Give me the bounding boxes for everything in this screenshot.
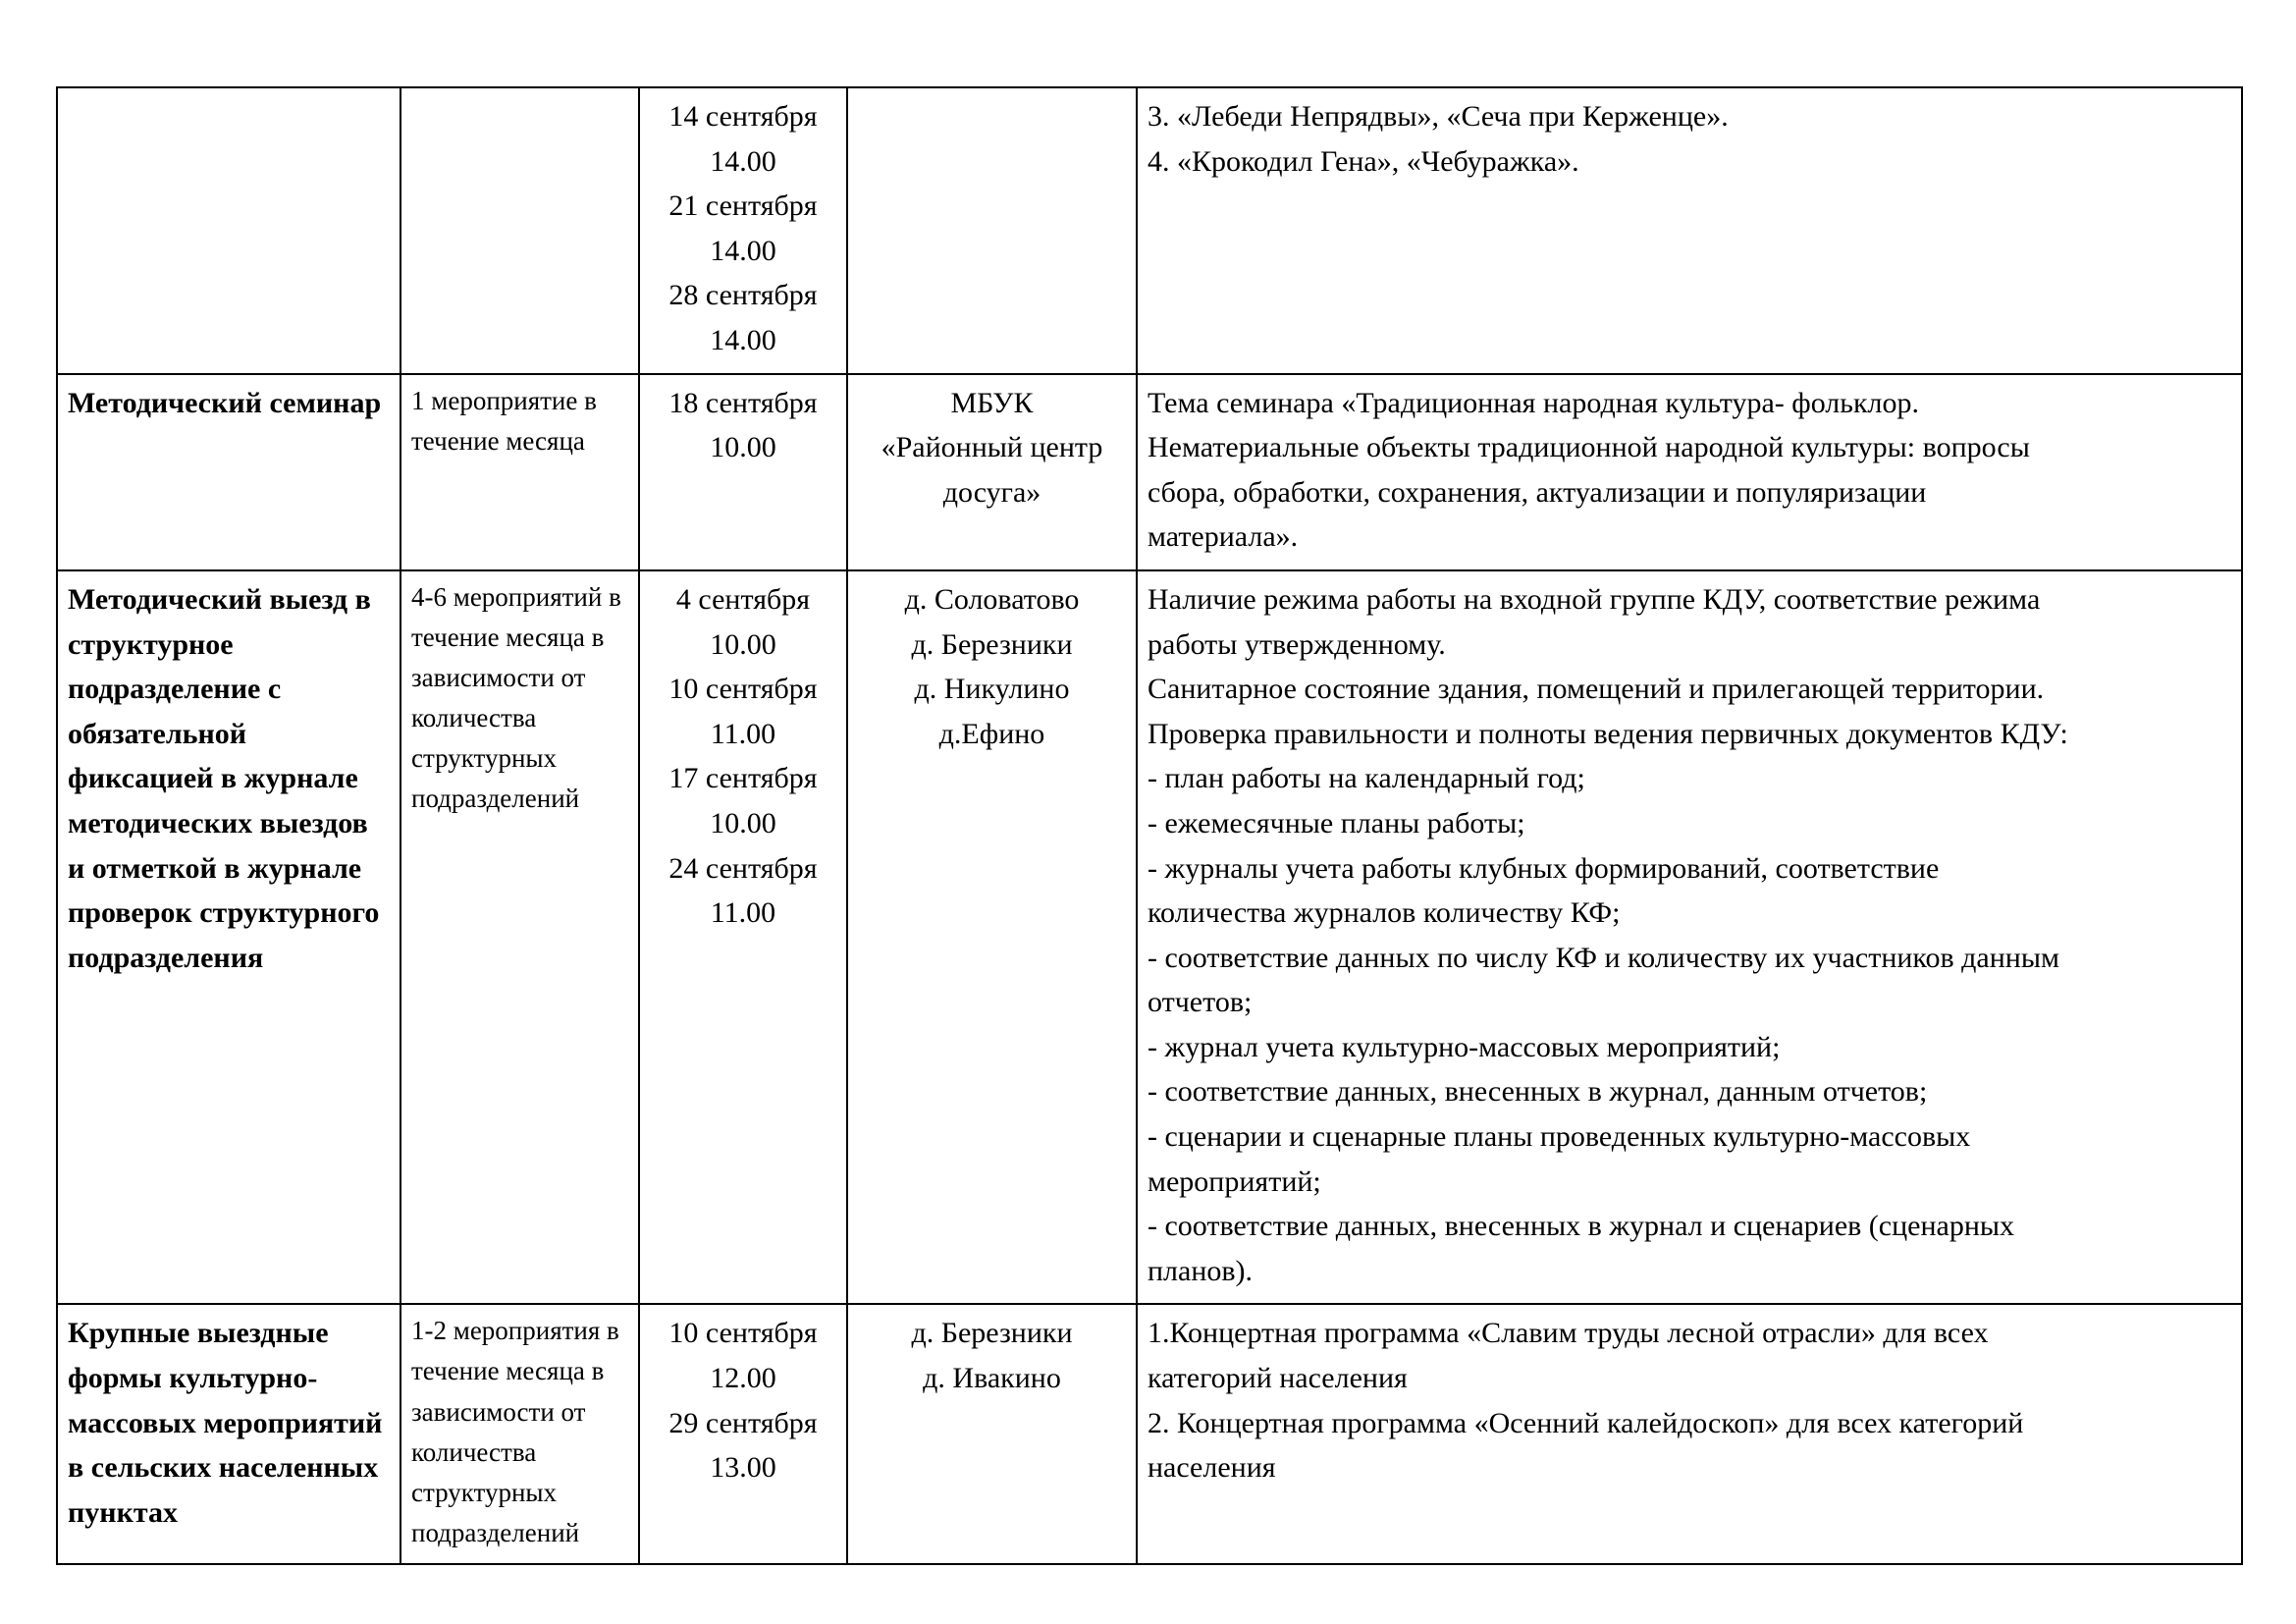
cell-place: [847, 87, 1137, 374]
cell-quantity: 1-2 мероприятия в течение месяца в зависимости от количества структурных подразделений: [400, 1304, 639, 1563]
table-row: [57, 87, 2242, 374]
cell-place-line: «Районный центр: [881, 431, 1103, 464]
cell-place-line: д. Никулино: [914, 673, 1070, 706]
cell-content-line: населения: [1148, 1451, 1276, 1485]
cell-date-line: 11.00: [710, 717, 776, 750]
cell-date-line: 17 сентября: [668, 762, 818, 795]
cell-content-line: Проверка правильности и полноты ведения первичных документов КДУ:: [1148, 717, 2068, 750]
cell-date-line: 24 сентября: [668, 851, 818, 885]
cell-date-line: 11.00: [710, 896, 776, 930]
cell-date-line: 18 сентября: [668, 386, 818, 419]
cell-date-line: 13.00: [710, 1451, 776, 1485]
cell-date-line: 12.00: [710, 1362, 776, 1395]
activity-plan-table: [56, 86, 2243, 1565]
cell-date: [639, 570, 847, 1305]
cell-date-line: 10.00: [710, 431, 776, 464]
cell-content-line: Тема семинара «Традиционная народная культура- фольклор.: [1148, 386, 1920, 419]
cell-content-line: - журналы учета работы клубных формирований, соответствие: [1148, 851, 1940, 885]
cell-date: [639, 87, 847, 374]
cell-date-line: 28 сентября: [668, 279, 818, 312]
cell-content: [1137, 374, 2242, 570]
cell-place: [847, 1304, 1137, 1563]
table-body: [57, 87, 2242, 1564]
cell-content-line: 4. «Крокодил Гена», «Чебуражка».: [1148, 144, 1579, 178]
cell-place-line: д. Березники: [911, 627, 1073, 661]
cell-content-line: сбора, обработки, сохранения, актуализации и популяризации: [1148, 475, 1927, 509]
cell-date-line: 29 сентября: [668, 1406, 818, 1439]
cell-place: [847, 570, 1137, 1305]
cell-place-line: д. Ивакино: [923, 1362, 1061, 1395]
cell-content-line: планов).: [1148, 1254, 1254, 1287]
cell-date-line: 10.00: [710, 806, 776, 839]
cell-activity: Методический семинар: [57, 374, 400, 570]
cell-date-line: 14.00: [710, 234, 776, 267]
cell-activity: Методический выезд в структурное подразделение с обязательной фиксацией в журнале методических выездов и отметкой в журнале проверок структурного подразделения: [57, 570, 400, 1305]
cell-place-line: МБУК: [950, 386, 1034, 419]
cell-place-line: д.Ефино: [938, 717, 1045, 750]
cell-content-line: 2. Концертная программа «Осенний калейдоскоп» для всех категорий: [1148, 1406, 2024, 1439]
cell-content-line: отчетов;: [1148, 986, 1253, 1019]
cell-content-line: - план работы на календарный год;: [1148, 762, 1585, 795]
cell-content-line: категорий населения: [1148, 1362, 1408, 1395]
cell-quantity: [400, 87, 639, 374]
cell-date: [639, 374, 847, 570]
cell-date-line: 4 сентября: [675, 582, 811, 616]
cell-content-line: - соответствие данных, внесенных в журнал и сценариев (сценарных: [1148, 1210, 2015, 1243]
cell-date-line: 10 сентября: [668, 673, 818, 706]
cell-content-line: - соответствие данных, внесенных в журнал, данным отчетов;: [1148, 1075, 1928, 1109]
cell-date-line: 14 сентября: [668, 100, 818, 133]
cell-content-line: мероприятий;: [1148, 1164, 1321, 1198]
table-row: [57, 1304, 2242, 1563]
cell-place-line: д. Соловатово: [904, 582, 1080, 616]
cell-quantity: 4-6 мероприятий в течение месяца в зависимости от количества структурных подразделений: [400, 570, 639, 1305]
cell-date-line: 14.00: [710, 144, 776, 178]
cell-content-line: 3. «Лебеди Непрядвы», «Сеча при Керженце».: [1148, 100, 1729, 133]
cell-content-line: Нематериальные объекты традиционной народной культуры: вопросы: [1148, 431, 2030, 464]
table-row: [57, 570, 2242, 1305]
cell-content-line: Санитарное состояние здания, помещений и прилегающей территории.: [1148, 673, 2045, 706]
cell-place: [847, 374, 1137, 570]
cell-place-line: досуга»: [942, 475, 1041, 509]
cell-content-line: - ежемесячные планы работы;: [1148, 806, 1525, 839]
cell-activity: [57, 87, 400, 374]
cell-date-line: 10.00: [710, 627, 776, 661]
cell-content-line: Наличие режима работы на входной группе КДУ, соответствие режима: [1148, 582, 2041, 616]
cell-content-line: материала».: [1148, 520, 1299, 554]
cell-content: [1137, 87, 2242, 374]
cell-content-line: - соответствие данных по числу КФ и количеству их участников данным: [1148, 941, 2059, 974]
cell-content: [1137, 570, 2242, 1305]
cell-activity: Крупные выездные формы культурно-массовых мероприятий в сельских населенных пунктах: [57, 1304, 400, 1563]
cell-quantity: 1 мероприятие в течение месяца: [400, 374, 639, 570]
cell-content-line: - журнал учета культурно-массовых мероприятий;: [1148, 1030, 1781, 1063]
cell-place-line: д. Березники: [911, 1317, 1073, 1350]
cell-date-line: 14.00: [710, 323, 776, 356]
cell-date-line: 10 сентября: [668, 1317, 818, 1350]
cell-date: [639, 1304, 847, 1563]
cell-content-line: работы утвержденному.: [1148, 627, 1446, 661]
cell-date-line: 21 сентября: [668, 189, 818, 223]
table-row: [57, 374, 2242, 570]
cell-content-line: 1.Концертная программа «Славим труды лесной отрасли» для всех: [1148, 1317, 1989, 1350]
cell-content: [1137, 1304, 2242, 1563]
cell-content-line: количества журналов количеству КФ;: [1148, 896, 1621, 930]
cell-content-line: - сценарии и сценарные планы проведенных культурно-массовых: [1148, 1120, 1971, 1154]
